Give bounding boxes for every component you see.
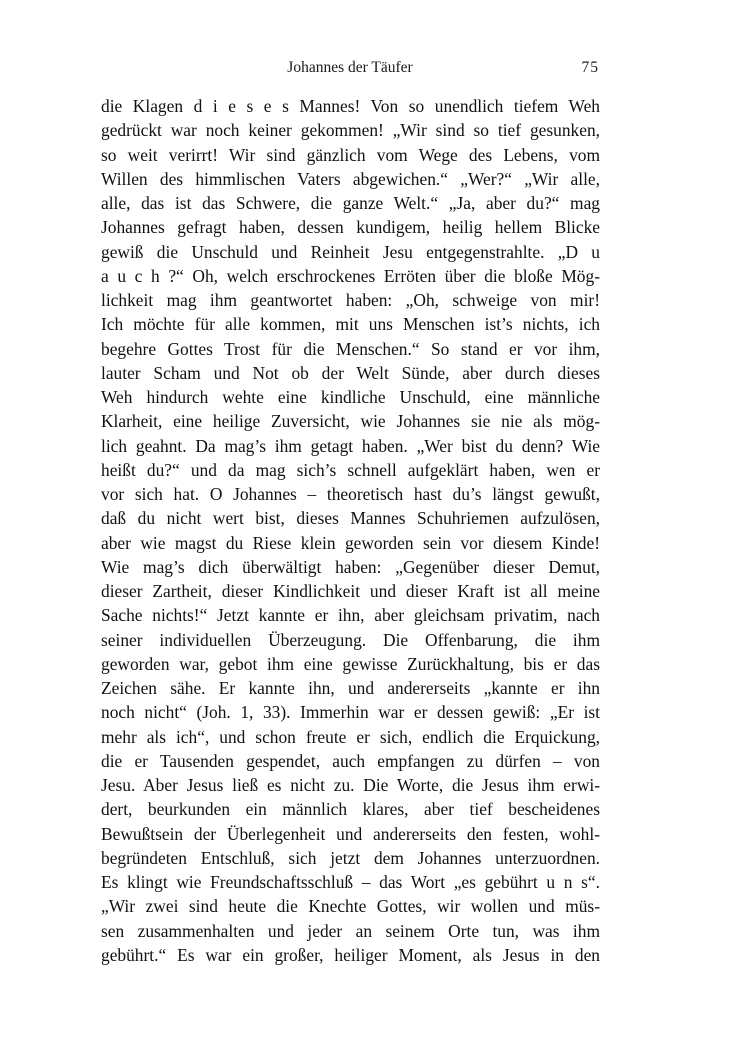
text-line: sen zusammenhalten und jeder an seinem Orte tun, was ihm [101,920,600,941]
text-line: Ich möchte für alle kommen, mit uns Menschen ist’s nichts, ich [101,314,600,335]
text-line: Es klingt wie Freundschaftsschluß – das Wort „es gebührt u n s“. [101,872,600,892]
text-line: heißt du?“ und da mag sich’s schnell aufgeklärt haben, wen er [101,459,600,480]
text-line: alle, das ist das Schwere, die ganze Welt.“ „Ja, aber du?“ mag [101,193,600,213]
text-line: Sache nichts!“ Jetzt kannte er ihn, aber gleichsam privatim, nach [101,605,600,626]
text-line: vor sich hat. O Johannes – theoretisch hast du’s längst gewußt, [101,484,600,504]
text-line: Weh hindurch wehte eine kindliche Unschuld, eine männliche [101,387,600,407]
text-line: Willen des himmlischen Vaters abgewichen.“ „Wer?“ „Wir alle, [101,168,600,189]
text-line: daß du nicht wert bist, dieses Mannes Schuhriemen aufzulösen, [101,508,600,529]
text-line: Wie mag’s dich überwältigt haben: „Gegenüber dieser Demut, [101,556,600,577]
text-line: noch nicht“ (Joh. 1, 33). Immerhin war er dessen gewiß: „Er ist [101,702,600,723]
running-head [101,59,599,81]
text-line: die Klagen d i e s e s Mannes! Von so unendlich tiefem Weh [101,96,600,116]
text-line: aber wie magst du Riese klein geworden sein vor diesem Kinde! [101,532,600,553]
text-line: dert, beurkunden ein männlich klares, aber tief bescheidenes [101,799,600,820]
page-number: 75 [581,59,599,76]
running-title: Johannes der Täufer [287,59,413,76]
text-line: lauter Scham und Not ob der Welt Sünde, aber durch dieses [101,362,600,383]
text-line: Zeichen sähe. Er kannte ihn, und andererseits „kannte er ihn [101,678,600,698]
text-line: begehre Gottes Trost für die Menschen.“ So stand er vor ihm, [101,338,600,359]
text-line: lich geahnt. Da mag’s ihm getagt haben. „Wer bist du denn? Wie [101,435,600,456]
text-line: Klarheit, eine heilige Zuversicht, wie Johannes sie nie als mög- [101,411,600,432]
text-line: begründeten Entschluß, sich jetzt dem Johannes unterzuordnen. [101,847,600,868]
text-line: so weit verirrt! Wir sind gänzlich vom Wege des Lebens, vom [101,144,600,165]
text-line: geworden war, gebot ihm eine gewisse Zurückhaltung, bis er das [101,653,600,674]
text-line: mehr als ich“, und schon freute er sich, endlich die Erquickung, [101,726,600,747]
text-line: a u c h ?“ Oh, welch erschrockenes Erröten über die bloße Mög- [101,265,600,286]
text-line: Johannes gefragt haben, dessen kundigem, heilig hellem Blicke [101,217,600,238]
text-line: Jesu. Aber Jesus ließ es nicht zu. Die Worte, die Jesus ihm erwi- [101,775,600,795]
text-line: die er Tausenden gespendet, auch empfangen zu dürfen – von [101,750,600,771]
text-line: gebührt.“ Es war ein großer, heiliger Moment, als Jesus in den [101,944,600,965]
text-line: Bewußtsein der Überlegenheit und andererseits den festen, wohl- [101,823,600,844]
text-line: lichkeit mag ihm geantwortet haben: „Oh, schweige von mir! [101,290,600,310]
body-text [101,94,600,967]
text-line: „Wir zwei sind heute die Knechte Gottes, wir wollen und müs- [101,896,600,917]
text-line: gedrückt war noch keiner gekommen! „Wir sind so tief gesunken, [101,120,600,141]
text-line: seiner individuellen Überzeugung. Die Offenbarung, die ihm [101,629,600,650]
text-line: dieser Zartheit, dieser Kindlichkeit und dieser Kraft ist all meine [101,581,600,601]
text-line: gewiß die Unschuld und Reinheit Jesu entgegenstrahlte. „D u [101,241,600,262]
